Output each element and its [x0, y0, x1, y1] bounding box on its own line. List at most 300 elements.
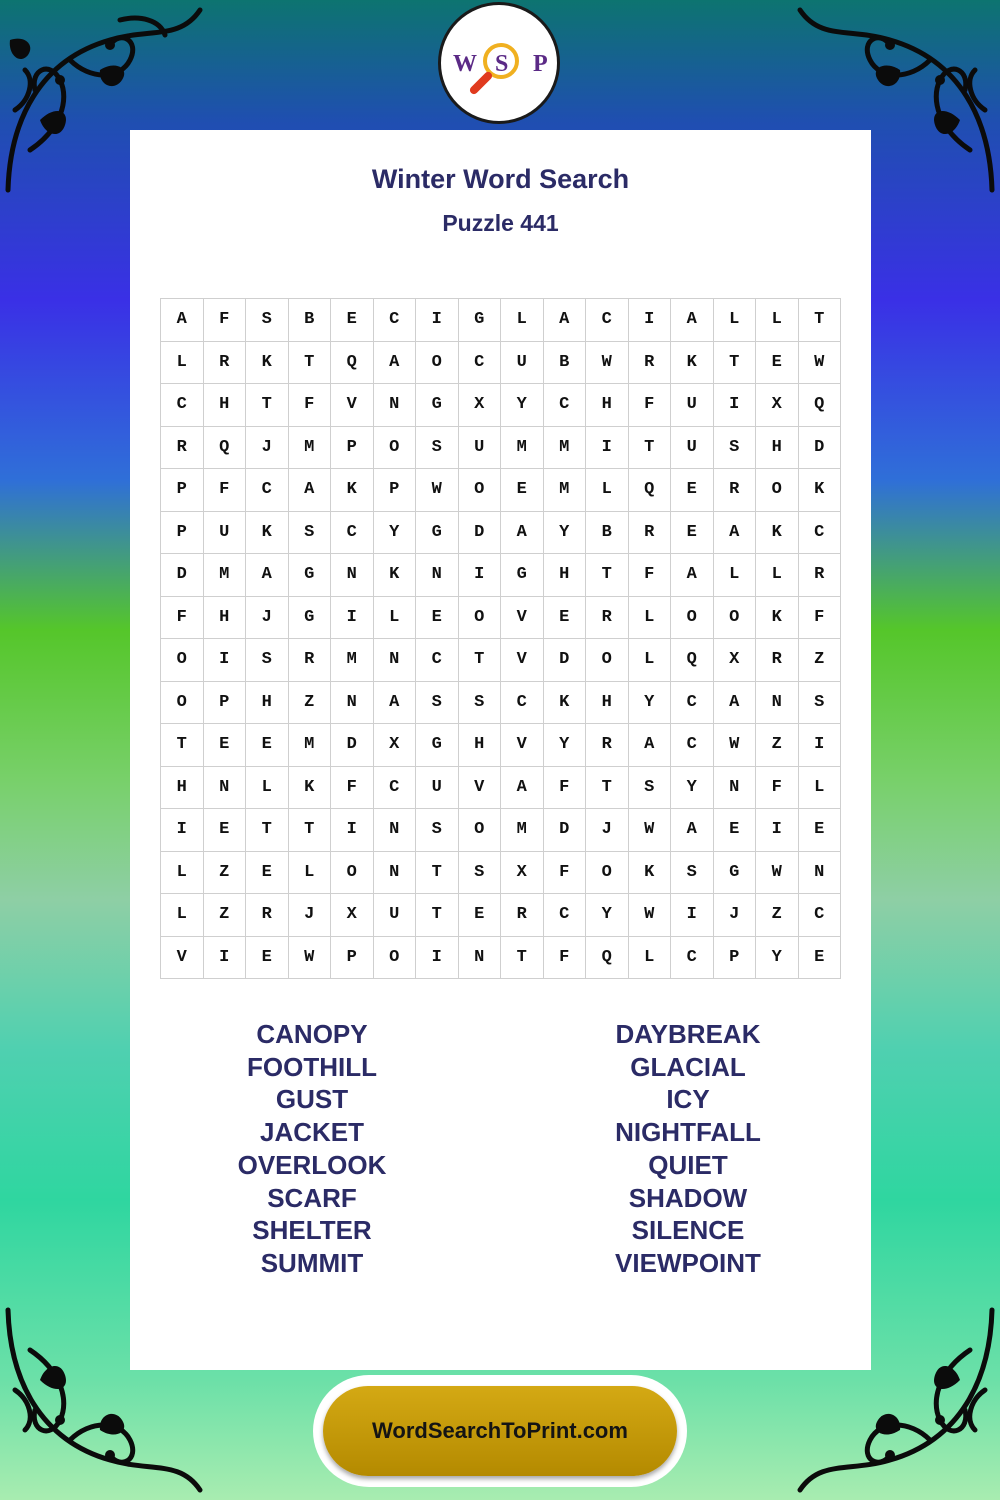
- grid-cell[interactable]: W: [628, 894, 671, 937]
- grid-cell[interactable]: B: [543, 341, 586, 384]
- grid-cell[interactable]: W: [416, 469, 459, 512]
- grid-cell[interactable]: O: [671, 596, 714, 639]
- grid-cell[interactable]: L: [628, 936, 671, 979]
- grid-cell[interactable]: N: [373, 384, 416, 427]
- grid-cell[interactable]: N: [331, 554, 374, 597]
- logo-letter: P: [533, 51, 548, 77]
- grid-cell[interactable]: C: [671, 724, 714, 767]
- grid-cell[interactable]: W: [628, 809, 671, 852]
- grid-cell[interactable]: N: [713, 766, 756, 809]
- grid-row: [161, 511, 841, 554]
- grid-cell[interactable]: K: [543, 681, 586, 724]
- grid-cell[interactable]: I: [671, 894, 714, 937]
- grid-cell[interactable]: E: [246, 936, 289, 979]
- grid-cell[interactable]: X: [373, 724, 416, 767]
- grid-cell[interactable]: S: [458, 851, 501, 894]
- grid-cell[interactable]: P: [331, 426, 374, 469]
- grid-cell[interactable]: E: [713, 809, 756, 852]
- grid-cell[interactable]: C: [416, 639, 459, 682]
- grid-cell[interactable]: M: [331, 639, 374, 682]
- site-logo[interactable]: [438, 2, 560, 124]
- grid-cell[interactable]: M: [288, 724, 331, 767]
- grid-cell[interactable]: U: [373, 894, 416, 937]
- grid-cell[interactable]: S: [798, 681, 841, 724]
- grid-cell[interactable]: T: [586, 766, 629, 809]
- grid-cell[interactable]: A: [373, 681, 416, 724]
- grid-cell[interactable]: Y: [543, 724, 586, 767]
- grid-row: [161, 384, 841, 427]
- grid-cell[interactable]: O: [458, 469, 501, 512]
- grid-cell[interactable]: D: [161, 554, 204, 597]
- grid-cell[interactable]: N: [798, 851, 841, 894]
- grid-cell[interactable]: C: [501, 681, 544, 724]
- grid-cell[interactable]: T: [501, 936, 544, 979]
- grid-cell[interactable]: X: [458, 384, 501, 427]
- grid-cell[interactable]: J: [713, 894, 756, 937]
- grid-cell[interactable]: H: [458, 724, 501, 767]
- grid-cell[interactable]: E: [203, 809, 246, 852]
- grid-cell[interactable]: P: [161, 511, 204, 554]
- grid-cell[interactable]: O: [373, 936, 416, 979]
- grid-cell[interactable]: Q: [331, 341, 374, 384]
- grid-cell[interactable]: K: [246, 341, 289, 384]
- grid-cell[interactable]: K: [798, 469, 841, 512]
- grid-cell[interactable]: K: [246, 511, 289, 554]
- grid-cell[interactable]: V: [501, 639, 544, 682]
- grid-cell[interactable]: W: [288, 936, 331, 979]
- grid-cell[interactable]: Q: [203, 426, 246, 469]
- grid-cell[interactable]: N: [373, 851, 416, 894]
- puzzle-card: [130, 130, 871, 1370]
- grid-cell[interactable]: H: [161, 766, 204, 809]
- grid-cell[interactable]: E: [671, 511, 714, 554]
- grid-cell[interactable]: I: [416, 936, 459, 979]
- grid-cell[interactable]: T: [288, 341, 331, 384]
- grid-cell[interactable]: F: [203, 469, 246, 512]
- grid-cell[interactable]: T: [458, 639, 501, 682]
- grid-cell[interactable]: T: [586, 554, 629, 597]
- word-item: FOOTHILL: [247, 1051, 377, 1082]
- grid-cell[interactable]: C: [458, 341, 501, 384]
- grid-cell[interactable]: Q: [586, 936, 629, 979]
- grid-cell[interactable]: Y: [543, 511, 586, 554]
- grid-cell[interactable]: C: [543, 384, 586, 427]
- grid-cell[interactable]: L: [288, 851, 331, 894]
- grid-cell[interactable]: J: [288, 894, 331, 937]
- grid-cell[interactable]: F: [628, 384, 671, 427]
- grid-cell[interactable]: O: [713, 596, 756, 639]
- grid-cell[interactable]: H: [756, 426, 799, 469]
- grid-cell[interactable]: F: [628, 554, 671, 597]
- grid-row: [161, 596, 841, 639]
- grid-cell[interactable]: C: [161, 384, 204, 427]
- grid-cell[interactable]: E: [203, 724, 246, 767]
- grid-cell[interactable]: K: [628, 851, 671, 894]
- grid-cell[interactable]: Z: [756, 724, 799, 767]
- grid-cell[interactable]: I: [713, 384, 756, 427]
- grid-cell[interactable]: A: [161, 299, 204, 342]
- grid-cell[interactable]: L: [586, 469, 629, 512]
- grid-cell[interactable]: F: [331, 766, 374, 809]
- grid-cell[interactable]: A: [713, 681, 756, 724]
- grid-cell[interactable]: Q: [671, 639, 714, 682]
- grid-cell[interactable]: Y: [628, 681, 671, 724]
- grid-cell[interactable]: S: [246, 639, 289, 682]
- grid-cell[interactable]: F: [288, 384, 331, 427]
- grid-cell[interactable]: P: [203, 681, 246, 724]
- grid-row: [161, 426, 841, 469]
- grid-cell[interactable]: P: [713, 936, 756, 979]
- grid-cell[interactable]: S: [246, 299, 289, 342]
- word-item: SHELTER: [252, 1215, 372, 1246]
- grid-cell[interactable]: R: [246, 894, 289, 937]
- grid-cell[interactable]: R: [161, 426, 204, 469]
- word-item: SUMMIT: [260, 1247, 364, 1278]
- grid-cell[interactable]: C: [671, 681, 714, 724]
- grid-cell[interactable]: F: [161, 596, 204, 639]
- grid-cell[interactable]: C: [246, 469, 289, 512]
- grid-cell[interactable]: T: [798, 299, 841, 342]
- grid-cell[interactable]: L: [161, 341, 204, 384]
- grid-cell[interactable]: Z: [288, 681, 331, 724]
- grid-cell[interactable]: E: [501, 469, 544, 512]
- grid-cell[interactable]: I: [628, 299, 671, 342]
- grid-cell[interactable]: N: [203, 766, 246, 809]
- grid-cell[interactable]: Z: [203, 894, 246, 937]
- grid-cell[interactable]: F: [543, 766, 586, 809]
- grid-cell[interactable]: C: [798, 894, 841, 937]
- grid-cell[interactable]: M: [501, 809, 544, 852]
- word-item: VIEWPOINT: [615, 1247, 761, 1278]
- grid-cell[interactable]: Z: [756, 894, 799, 937]
- grid-cell[interactable]: L: [161, 894, 204, 937]
- grid-cell[interactable]: W: [756, 851, 799, 894]
- grid-cell[interactable]: O: [458, 596, 501, 639]
- grid-cell[interactable]: R: [501, 894, 544, 937]
- grid-row: [161, 299, 841, 342]
- grid-cell[interactable]: V: [501, 724, 544, 767]
- grid-cell[interactable]: I: [161, 809, 204, 852]
- logo-letter: S: [495, 51, 509, 77]
- grid-row: [161, 469, 841, 512]
- word-item: GLACIAL: [630, 1051, 746, 1082]
- grid-cell[interactable]: F: [756, 766, 799, 809]
- grid-cell[interactable]: Y: [501, 384, 544, 427]
- grid-cell[interactable]: P: [331, 936, 374, 979]
- grid-cell[interactable]: S: [416, 426, 459, 469]
- grid-cell[interactable]: A: [246, 554, 289, 597]
- grid-cell[interactable]: R: [756, 639, 799, 682]
- grid-cell[interactable]: T: [246, 809, 289, 852]
- grid-cell[interactable]: M: [288, 426, 331, 469]
- grid-cell[interactable]: L: [501, 299, 544, 342]
- word-item: GUST: [275, 1084, 349, 1115]
- grid-cell[interactable]: N: [458, 936, 501, 979]
- grid-cell[interactable]: J: [246, 426, 289, 469]
- word-item: ICY: [666, 1084, 710, 1115]
- grid-cell[interactable]: A: [671, 554, 714, 597]
- grid-cell[interactable]: M: [203, 554, 246, 597]
- grid-cell[interactable]: J: [586, 809, 629, 852]
- grid-row: [161, 936, 841, 979]
- grid-cell[interactable]: B: [288, 299, 331, 342]
- grid-cell[interactable]: K: [331, 469, 374, 512]
- grid-cell[interactable]: T: [713, 341, 756, 384]
- grid-cell[interactable]: K: [671, 341, 714, 384]
- grid-row: [161, 341, 841, 384]
- grid-cell[interactable]: E: [671, 469, 714, 512]
- grid-cell[interactable]: L: [798, 766, 841, 809]
- word-item: NIGHTFALL: [615, 1117, 761, 1148]
- grid-cell[interactable]: W: [713, 724, 756, 767]
- grid-cell[interactable]: N: [373, 639, 416, 682]
- grid-cell[interactable]: O: [331, 851, 374, 894]
- grid-cell[interactable]: I: [416, 299, 459, 342]
- grid-cell[interactable]: D: [798, 426, 841, 469]
- grid-cell[interactable]: Q: [628, 469, 671, 512]
- grid-cell[interactable]: L: [628, 639, 671, 682]
- grid-cell[interactable]: N: [373, 809, 416, 852]
- grid-cell[interactable]: R: [586, 724, 629, 767]
- grid-cell[interactable]: G: [288, 554, 331, 597]
- grid-cell[interactable]: V: [161, 936, 204, 979]
- grid-cell[interactable]: S: [288, 511, 331, 554]
- grid-cell[interactable]: N: [756, 681, 799, 724]
- grid-cell[interactable]: S: [713, 426, 756, 469]
- grid-cell[interactable]: R: [288, 639, 331, 682]
- grid-cell[interactable]: D: [543, 809, 586, 852]
- grid-cell[interactable]: I: [331, 596, 374, 639]
- grid-cell[interactable]: L: [756, 554, 799, 597]
- grid-cell[interactable]: Z: [203, 851, 246, 894]
- grid-cell[interactable]: M: [501, 426, 544, 469]
- grid-cell[interactable]: Z: [798, 639, 841, 682]
- grid-cell[interactable]: G: [458, 299, 501, 342]
- grid-cell[interactable]: S: [628, 766, 671, 809]
- grid-row: [161, 639, 841, 682]
- grid-cell[interactable]: E: [246, 724, 289, 767]
- grid-cell[interactable]: W: [586, 341, 629, 384]
- grid-cell[interactable]: X: [713, 639, 756, 682]
- grid-cell[interactable]: P: [373, 469, 416, 512]
- grid-cell[interactable]: H: [586, 384, 629, 427]
- grid-cell[interactable]: T: [246, 384, 289, 427]
- grid-cell[interactable]: O: [756, 469, 799, 512]
- grid-cell[interactable]: A: [671, 809, 714, 852]
- word-item: SHADOW: [628, 1182, 748, 1213]
- grid-cell[interactable]: U: [203, 511, 246, 554]
- grid-cell[interactable]: X: [756, 384, 799, 427]
- grid-cell[interactable]: U: [671, 426, 714, 469]
- grid-row: [161, 766, 841, 809]
- grid-cell[interactable]: D: [331, 724, 374, 767]
- logo-letter: W: [453, 51, 477, 77]
- grid-cell[interactable]: I: [756, 809, 799, 852]
- grid-cell[interactable]: M: [543, 426, 586, 469]
- grid-cell[interactable]: I: [798, 724, 841, 767]
- grid-cell[interactable]: U: [671, 384, 714, 427]
- word-item: OVERLOOK: [237, 1149, 387, 1180]
- grid-cell[interactable]: E: [756, 341, 799, 384]
- grid-cell[interactable]: F: [203, 299, 246, 342]
- grid-cell[interactable]: H: [586, 681, 629, 724]
- grid-cell[interactable]: A: [501, 766, 544, 809]
- footer-badge: [313, 1375, 687, 1487]
- grid-cell[interactable]: T: [161, 724, 204, 767]
- grid-cell[interactable]: X: [331, 894, 374, 937]
- grid-cell[interactable]: R: [203, 341, 246, 384]
- grid-cell[interactable]: V: [458, 766, 501, 809]
- grid-cell[interactable]: Y: [586, 894, 629, 937]
- word-list-right: [538, 1018, 838, 1280]
- grid-row: [161, 724, 841, 767]
- grid-cell[interactable]: U: [501, 341, 544, 384]
- grid-cell[interactable]: T: [288, 809, 331, 852]
- grid-cell[interactable]: A: [628, 724, 671, 767]
- grid-cell[interactable]: E: [246, 851, 289, 894]
- word-item: DAYBREAK: [615, 1019, 761, 1049]
- grid-cell[interactable]: V: [331, 384, 374, 427]
- grid-cell[interactable]: O: [161, 639, 204, 682]
- grid-cell[interactable]: I: [586, 426, 629, 469]
- grid-cell[interactable]: C: [586, 299, 629, 342]
- grid-cell[interactable]: K: [756, 596, 799, 639]
- grid-cell[interactable]: J: [246, 596, 289, 639]
- grid-cell[interactable]: V: [501, 596, 544, 639]
- grid-cell[interactable]: C: [373, 299, 416, 342]
- grid-cell[interactable]: Y: [373, 511, 416, 554]
- grid-cell[interactable]: A: [288, 469, 331, 512]
- grid-cell[interactable]: X: [501, 851, 544, 894]
- grid-row: [161, 894, 841, 937]
- grid-cell[interactable]: O: [416, 341, 459, 384]
- word-item: SILENCE: [631, 1215, 745, 1246]
- word-list-left: [162, 1018, 462, 1280]
- grid-cell[interactable]: I: [331, 809, 374, 852]
- grid-row: [161, 554, 841, 597]
- grid-cell[interactable]: H: [203, 384, 246, 427]
- site-link-button[interactable]: WordSearchToPrint.com: [323, 1386, 677, 1476]
- grid-cell[interactable]: C: [331, 511, 374, 554]
- grid-cell[interactable]: O: [586, 639, 629, 682]
- grid-cell[interactable]: Y: [671, 766, 714, 809]
- grid-cell[interactable]: L: [713, 299, 756, 342]
- grid-cell[interactable]: C: [543, 894, 586, 937]
- grid-cell[interactable]: U: [458, 426, 501, 469]
- grid-cell[interactable]: T: [416, 851, 459, 894]
- grid-cell[interactable]: L: [373, 596, 416, 639]
- grid-cell[interactable]: D: [543, 639, 586, 682]
- grid-cell[interactable]: G: [416, 724, 459, 767]
- grid-cell[interactable]: A: [543, 299, 586, 342]
- grid-cell[interactable]: N: [331, 681, 374, 724]
- grid-cell[interactable]: F: [543, 851, 586, 894]
- grid-cell[interactable]: L: [246, 766, 289, 809]
- grid-cell[interactable]: S: [416, 681, 459, 724]
- grid-cell[interactable]: C: [798, 511, 841, 554]
- grid-cell[interactable]: E: [416, 596, 459, 639]
- grid-cell[interactable]: A: [373, 341, 416, 384]
- word-item: CANOPY: [256, 1019, 368, 1049]
- letter-grid: [160, 298, 841, 979]
- grid-cell[interactable]: F: [798, 596, 841, 639]
- grid-cell[interactable]: A: [713, 511, 756, 554]
- grid-cell[interactable]: G: [288, 596, 331, 639]
- grid-cell[interactable]: C: [671, 936, 714, 979]
- grid-cell[interactable]: L: [161, 851, 204, 894]
- word-item: JACKET: [259, 1117, 364, 1148]
- grid-cell[interactable]: S: [458, 681, 501, 724]
- grid-cell[interactable]: K: [756, 511, 799, 554]
- grid-row: [161, 809, 841, 852]
- grid-row: [161, 681, 841, 724]
- grid-cell[interactable]: F: [543, 936, 586, 979]
- grid-cell[interactable]: N: [416, 554, 459, 597]
- grid-cell[interactable]: S: [416, 809, 459, 852]
- grid-cell[interactable]: C: [373, 766, 416, 809]
- grid-cell[interactable]: D: [458, 511, 501, 554]
- grid-cell[interactable]: Y: [756, 936, 799, 979]
- grid-cell[interactable]: W: [798, 341, 841, 384]
- grid-cell[interactable]: L: [756, 299, 799, 342]
- grid-cell[interactable]: T: [628, 426, 671, 469]
- grid-cell[interactable]: U: [416, 766, 459, 809]
- grid-cell[interactable]: K: [288, 766, 331, 809]
- grid-cell[interactable]: I: [203, 936, 246, 979]
- grid-cell[interactable]: P: [161, 469, 204, 512]
- grid-cell[interactable]: L: [628, 596, 671, 639]
- grid-cell[interactable]: G: [416, 384, 459, 427]
- grid-cell[interactable]: O: [458, 809, 501, 852]
- page-title: Winter Word Search: [371, 164, 630, 194]
- grid-cell[interactable]: T: [416, 894, 459, 937]
- grid-cell[interactable]: G: [416, 511, 459, 554]
- grid-cell[interactable]: O: [373, 426, 416, 469]
- grid-cell[interactable]: E: [543, 596, 586, 639]
- grid-row: [161, 851, 841, 894]
- grid-cell[interactable]: B: [586, 511, 629, 554]
- grid-cell[interactable]: O: [161, 681, 204, 724]
- grid-cell[interactable]: O: [586, 851, 629, 894]
- grid-cell[interactable]: H: [203, 596, 246, 639]
- grid-cell[interactable]: I: [458, 554, 501, 597]
- word-item: QUIET: [648, 1149, 728, 1180]
- grid-cell[interactable]: E: [798, 809, 841, 852]
- grid-cell[interactable]: R: [628, 341, 671, 384]
- grid-cell[interactable]: S: [671, 851, 714, 894]
- grid-cell[interactable]: H: [246, 681, 289, 724]
- puzzle-number: Puzzle 441: [442, 210, 559, 236]
- grid-cell[interactable]: R: [713, 469, 756, 512]
- grid-cell[interactable]: E: [458, 894, 501, 937]
- grid-cell[interactable]: R: [628, 511, 671, 554]
- grid-cell[interactable]: L: [713, 554, 756, 597]
- grid-cell[interactable]: K: [373, 554, 416, 597]
- grid-cell[interactable]: A: [671, 299, 714, 342]
- grid-cell[interactable]: E: [798, 936, 841, 979]
- grid-cell[interactable]: Q: [798, 384, 841, 427]
- grid-cell[interactable]: E: [331, 299, 374, 342]
- grid-cell[interactable]: G: [501, 554, 544, 597]
- grid-cell[interactable]: M: [543, 469, 586, 512]
- word-item: SCARF: [267, 1182, 357, 1213]
- grid-cell[interactable]: A: [501, 511, 544, 554]
- grid-cell[interactable]: G: [713, 851, 756, 894]
- grid-cell[interactable]: R: [798, 554, 841, 597]
- grid-cell[interactable]: R: [586, 596, 629, 639]
- grid-cell[interactable]: H: [543, 554, 586, 597]
- grid-cell[interactable]: I: [203, 639, 246, 682]
